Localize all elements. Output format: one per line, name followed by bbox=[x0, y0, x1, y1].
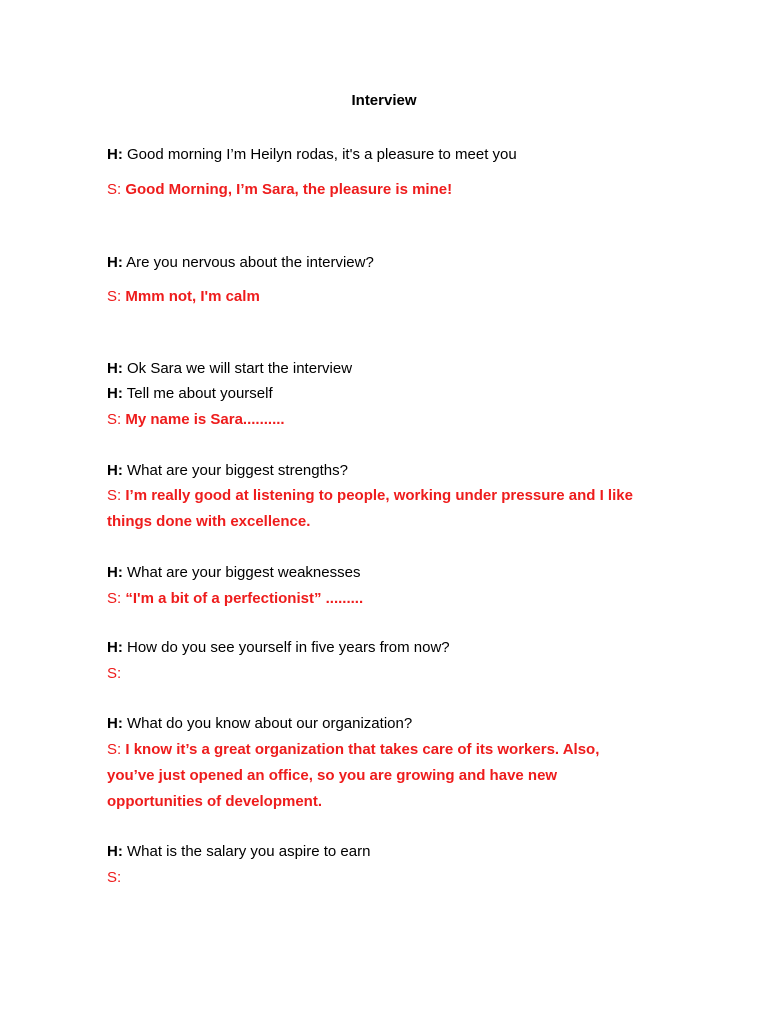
speaker-label: S: bbox=[107, 181, 122, 198]
question-line bbox=[107, 711, 667, 737]
speaker-label: H: bbox=[107, 843, 123, 860]
question-line bbox=[107, 458, 667, 484]
question-line bbox=[107, 560, 667, 586]
speaker-label: H: bbox=[107, 146, 123, 163]
line-text: My name is Sara.......... bbox=[121, 411, 285, 428]
answer-line bbox=[107, 737, 647, 815]
question-line bbox=[107, 250, 667, 276]
speaker-label: S: bbox=[107, 741, 122, 758]
speaker-label: H: bbox=[107, 715, 123, 732]
line-text: What is the salary you aspire to earn bbox=[122, 843, 371, 860]
line-text: Good morning I’m Heilyn rodas, it's a pleasure to meet you bbox=[122, 146, 517, 163]
speaker-label: S: bbox=[107, 869, 122, 886]
question-line bbox=[107, 839, 667, 865]
line-text: “I'm a bit of a perfectionist” ......... bbox=[121, 590, 364, 607]
speaker-label: H: bbox=[107, 462, 123, 479]
answer-line bbox=[107, 586, 667, 612]
speaker-label: H: bbox=[107, 639, 123, 656]
speaker-label: H: bbox=[107, 385, 123, 402]
line-text: Ok Sara we will start the interview bbox=[122, 360, 353, 377]
document-title: Interview bbox=[351, 92, 417, 109]
line-text: What are your biggest weaknesses bbox=[122, 564, 361, 581]
answer-line bbox=[107, 177, 667, 203]
answer-line bbox=[107, 661, 667, 687]
question-line bbox=[107, 142, 667, 168]
line-text: Good Morning, I’m Sara, the pleasure is mine! bbox=[121, 181, 453, 198]
speaker-label: S: bbox=[107, 665, 122, 682]
answer-line bbox=[107, 865, 667, 891]
speaker-label: S: bbox=[107, 487, 122, 504]
speaker-label: S: bbox=[107, 288, 122, 305]
line-text: Tell me about yourself bbox=[122, 385, 273, 402]
question-line bbox=[107, 635, 667, 661]
speaker-label: S: bbox=[107, 590, 122, 607]
speaker-label: H: bbox=[107, 564, 123, 581]
answer-line bbox=[107, 284, 667, 310]
line-text: Mmm not, I'm calm bbox=[121, 288, 260, 305]
speaker-label: H: bbox=[107, 254, 123, 271]
line-text: I know it’s a great organization that takes care of its workers. Also, you’ve just opened an office, so you are growing and have new opportunities of development. bbox=[107, 741, 600, 810]
line-text: What are your biggest strengths? bbox=[122, 462, 348, 479]
speaker-label: H: bbox=[107, 360, 123, 377]
speaker-label: S: bbox=[107, 411, 122, 428]
line-text: How do you see yourself in five years from now? bbox=[122, 639, 450, 656]
line-text: Are you nervous about the interview? bbox=[122, 254, 374, 271]
line-text: I’m really good at listening to people, working under pressure and I like things done with excellence. bbox=[107, 487, 633, 530]
line-text: What do you know about our organization? bbox=[122, 715, 413, 732]
question-line bbox=[107, 356, 667, 382]
answer-line bbox=[107, 483, 647, 535]
answer-line bbox=[107, 407, 667, 433]
question-line bbox=[107, 381, 667, 407]
